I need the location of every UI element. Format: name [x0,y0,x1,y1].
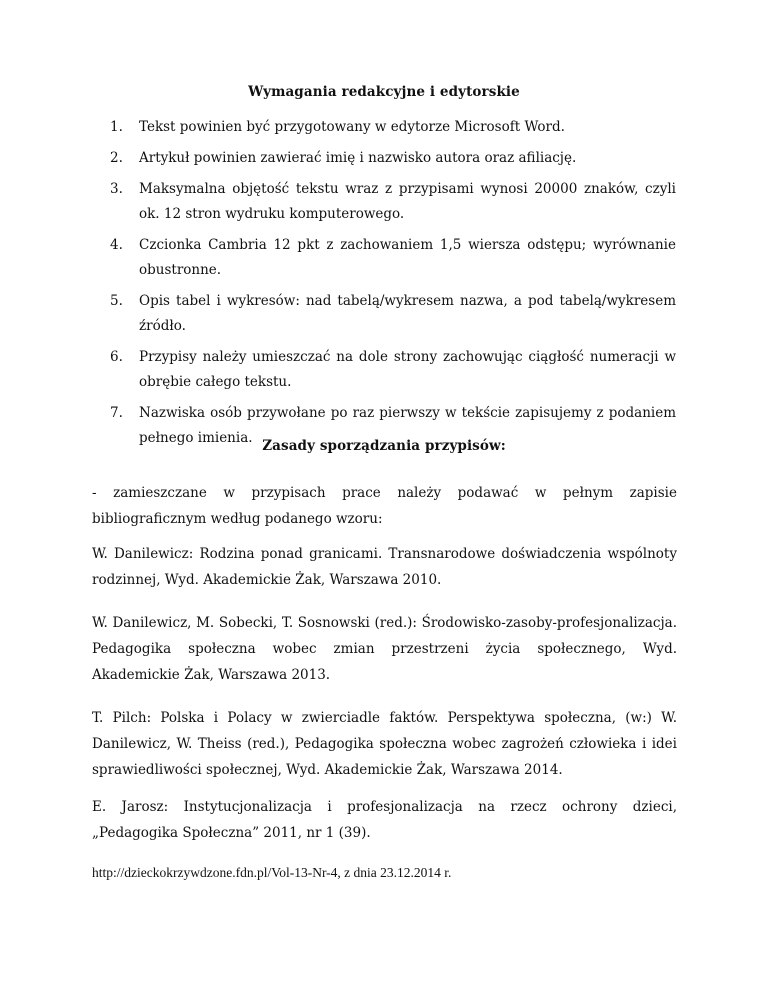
list-item-text: Przypisy należy umieszczać na dole strony zachowując ciągłość numeracji w obrębie całego tekstu. [139,349,676,390]
list-item [110,146,676,171]
list-item-number: 4. [110,237,123,253]
list-item-text: Artykuł powinien zawierać imię i nazwisko autora oraz afiliację. [139,150,577,166]
citation-example: T. Pilch: Polska i Polacy w zwierciadle faktów. Perspektywa społeczna, (w:) W. Danilewicz, W. Theiss (red.), Pedagogika społeczna wobec zagrożeń człowieka i idei sprawiedliwości społecznej, Wyd. Akademickie Żak, Warszawa 2014. [92,710,677,778]
list-item-text: Opis tabel i wykresów: nad tabelą/wykresem nazwa, a pod tabelą/wykresem źródło. [139,293,676,334]
list-item-text: Maksymalna objętość tekstu wraz z przypisami wynosi 20000 znaków, czyli ok. 12 stron wydruku komputerowego. [139,181,676,222]
list-item-number: 7. [110,405,123,421]
list-item [110,115,676,140]
list-item-number: 6. [110,349,123,365]
list-item-number: 1. [110,119,123,135]
list-item-number: 3. [110,181,123,197]
intro-paragraph: - zamieszczane w przypisach prace należy podawać w pełnym zapisie bibliograficznym według podanego wzoru: [92,485,677,527]
list-item-number: 2. [110,150,123,166]
section-heading: Zasady sporządzania przypisów: [262,438,506,454]
list-item-text: Czcionka Cambria 12 pkt z zachowaniem 1,5 wiersza odstępu; wyrównanie obustronne. [139,237,676,278]
citation-url: http://dzieckokrzywdzone.fdn.pl/Vol-13-Nr-4, z dnia 23.12.2014 r. [92,865,452,880]
page-title: Wymagania redakcyjne i edytorskie [248,84,520,100]
list-item-number: 5. [110,293,123,309]
list-item-text: Tekst powinien być przygotowany w edytorze Microsoft Word. [139,119,565,135]
list-item [110,289,676,339]
citation-example: W. Danilewicz: Rodzina ponad granicami. Transnarodowe doświadczenia wspólnoty rodzinnej, Wyd. Akademickie Żak, Warszawa 2010. [92,546,677,588]
list-item [110,345,676,395]
list-item [110,177,676,227]
citation-example: E. Jarosz: Instytucjonalizacja i profesjonalizacja na rzecz ochrony dzieci, „Pedagogika Społeczna” 2011, nr 1 (39). [92,799,677,841]
requirements-list [110,115,676,457]
list-item [110,233,676,283]
citation-example: W. Danilewicz, M. Sobecki, T. Sosnowski (red.): Środowisko-zasoby-profesjonalizacja. Pedagogika społeczna wobec zmian przestrzeni życia społecznego, Wyd. Akademickie Żak, Warszawa 2013. [92,615,677,683]
list-item-text: Nazwiska osób przywołane po raz pierwszy w tekście zapisujemy z podaniem pełnego imienia. [139,405,676,446]
